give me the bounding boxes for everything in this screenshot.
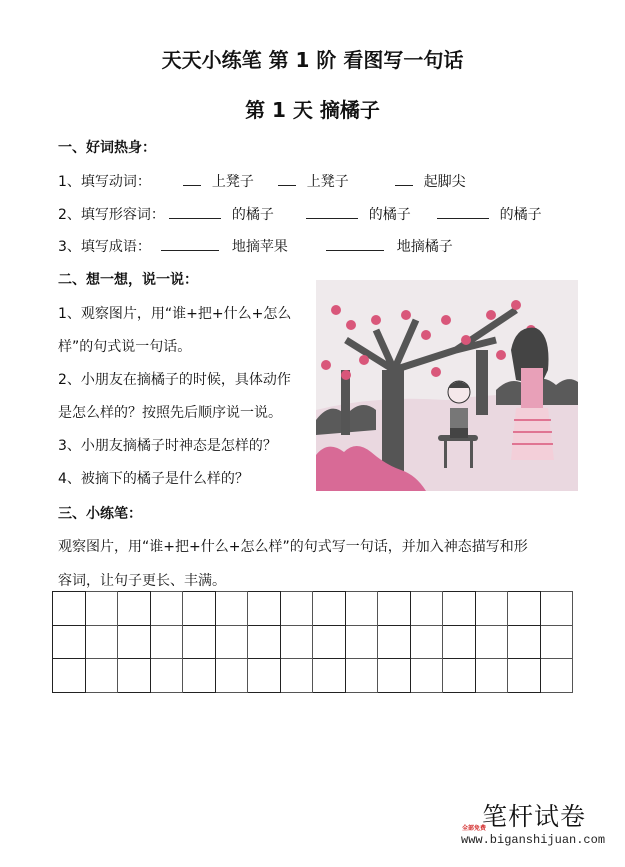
grid-cell[interactable]: [248, 592, 281, 626]
grid-row: [53, 659, 573, 693]
grid-cell[interactable]: [215, 659, 248, 693]
grid-cell[interactable]: [313, 625, 346, 659]
grid-cell[interactable]: [378, 659, 411, 693]
grid-cell[interactable]: [313, 659, 346, 693]
grid-cell[interactable]: [215, 592, 248, 626]
blank-field[interactable]: [183, 171, 201, 186]
item-text: 地摘苹果: [231, 239, 288, 255]
grid-cell[interactable]: [85, 659, 118, 693]
grid-row: [53, 625, 573, 659]
blank-field[interactable]: [395, 171, 413, 186]
grid-cell[interactable]: [118, 659, 151, 693]
page-title: 天天小练笔 第 1 阶 看图写一句话: [161, 48, 464, 72]
grid-cell[interactable]: [248, 659, 281, 693]
question-line: 3、小朋友摘橘子时神态是怎样的？: [58, 438, 277, 454]
grid-cell[interactable]: [150, 625, 183, 659]
grid-cell[interactable]: [53, 592, 86, 626]
grid-cell[interactable]: [345, 625, 378, 659]
item-label: 3、填写成语：: [58, 239, 151, 255]
grid-cell[interactable]: [540, 659, 573, 693]
grid-cell[interactable]: [118, 592, 151, 626]
item-text: 起脚尖: [423, 174, 466, 190]
grid-cell[interactable]: [443, 592, 476, 626]
grid-cell[interactable]: [443, 625, 476, 659]
grid-cell[interactable]: [85, 592, 118, 626]
question-line: 是怎么样的？按照先后顺序说一说。: [58, 405, 282, 421]
grid-cell[interactable]: [150, 659, 183, 693]
grid-cell[interactable]: [540, 592, 573, 626]
adjective-fill-row: [58, 204, 542, 224]
grid-cell[interactable]: [475, 625, 508, 659]
grid-cell[interactable]: [150, 592, 183, 626]
section2-heading: 二、想一想，说一说：: [58, 272, 198, 288]
grid-cell[interactable]: [345, 659, 378, 693]
blank-field[interactable]: [278, 171, 296, 186]
item-text: 的橘子: [368, 207, 411, 223]
section1-heading: 一、好词热身：: [58, 140, 156, 156]
question-line: 2、小朋友在摘橘子的时候，具体动作: [58, 372, 291, 388]
question-line: 样”的句式说一句话。: [58, 339, 192, 355]
grid-cell[interactable]: [378, 625, 411, 659]
blank-field[interactable]: [161, 236, 219, 251]
instruction-line: 观察图片，用“谁+把+什么+怎么样”的句式写一句话，并加入神态描写和形: [58, 539, 528, 555]
blank-field[interactable]: [169, 204, 221, 219]
brand-logo: 笔杆试卷: [482, 802, 587, 831]
grid-cell[interactable]: [280, 659, 313, 693]
grid-cell[interactable]: [280, 592, 313, 626]
question-line: 4、被摘下的橘子是什么样的？: [58, 471, 249, 487]
idiom-fill-row: [58, 236, 453, 256]
grid-cell[interactable]: [53, 659, 86, 693]
writing-grid[interactable]: [52, 591, 573, 693]
item-text: 的橘子: [499, 207, 542, 223]
grid-row: [53, 592, 573, 626]
item-text: 地摘橘子: [396, 239, 453, 255]
grid-cell[interactable]: [248, 625, 281, 659]
grid-cell[interactable]: [183, 592, 216, 626]
grid-cell[interactable]: [410, 592, 443, 626]
blank-field[interactable]: [437, 204, 489, 219]
grid-cell[interactable]: [475, 592, 508, 626]
grid-cell[interactable]: [183, 659, 216, 693]
item-text: 上凳子: [211, 174, 254, 190]
blank-field[interactable]: [306, 204, 358, 219]
verb-fill-row: [58, 171, 466, 191]
grid-cell[interactable]: [410, 625, 443, 659]
grid-cell[interactable]: [410, 659, 443, 693]
grid-cell[interactable]: [85, 625, 118, 659]
grid-cell[interactable]: [345, 592, 378, 626]
instruction-line: 容词，让句子更长、丰满。: [58, 573, 226, 589]
grid-cell[interactable]: [508, 625, 541, 659]
section3-heading: 三、小练笔：: [58, 506, 142, 522]
lesson-title: 第 1 天 摘橘子: [245, 98, 380, 122]
grid-cell[interactable]: [53, 625, 86, 659]
grid-cell[interactable]: [215, 625, 248, 659]
grid-cell[interactable]: [280, 625, 313, 659]
free-badge: 全部免费: [462, 825, 487, 832]
item-label: 1、填写动词：: [58, 174, 151, 190]
grid-cell[interactable]: [540, 625, 573, 659]
item-text: 的橘子: [231, 207, 274, 223]
grid-cell[interactable]: [475, 659, 508, 693]
grid-cell[interactable]: [118, 625, 151, 659]
blank-field[interactable]: [326, 236, 384, 251]
item-label: 2、填写形容词：: [58, 207, 165, 223]
grid-cell[interactable]: [508, 659, 541, 693]
grid-cell[interactable]: [508, 592, 541, 626]
grid-cell[interactable]: [183, 625, 216, 659]
question-line: 1、观察图片，用“谁+把+什么+怎么: [58, 306, 292, 322]
grid-cell[interactable]: [443, 659, 476, 693]
orange-picking-illustration: [316, 280, 578, 491]
item-text: 上凳子: [306, 174, 349, 190]
brand-url[interactable]: www.biganshijuan.com: [461, 833, 606, 847]
grid-cell[interactable]: [378, 592, 411, 626]
grid-cell[interactable]: [313, 592, 346, 626]
